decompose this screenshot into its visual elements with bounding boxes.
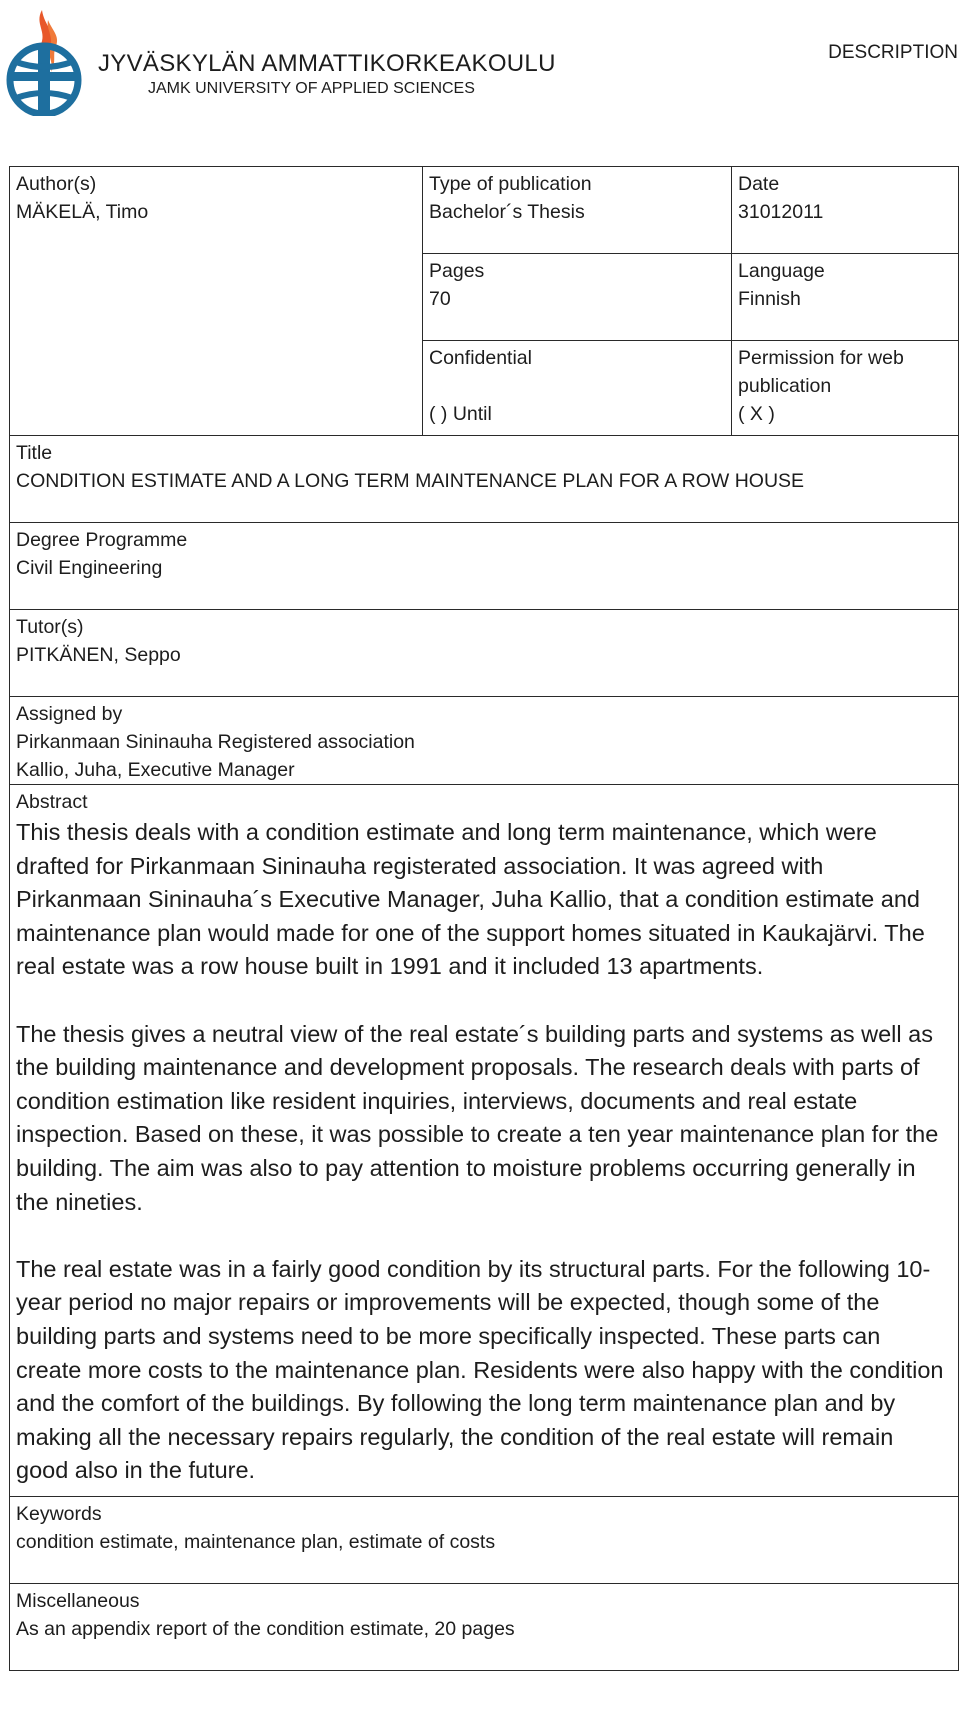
keywords-label: Keywords — [16, 1502, 102, 1525]
pages-value: 70 — [429, 288, 451, 310]
permission-value: ( X ) — [738, 403, 775, 425]
abstract-paragraph: This thesis deals with a condition estimate and long term maintenance, which were drafted for Pirkanmaan Sininauha registerated association. It was agreed with Pirkanmaan Sininauha´s Executive Manager, Juha Kallio, that a condition estimate and maintenance plan would made for one of the support homes situated in Kaukajärvi. The real estate was a row house built in 1991 and it included 13 apartments. — [16, 819, 925, 980]
permission-label: Permission for web publication — [738, 347, 904, 397]
degree-value: Civil Engineering — [16, 557, 163, 579]
language-cell — [732, 254, 959, 341]
title-cell — [10, 436, 959, 523]
date-cell — [732, 167, 959, 254]
abstract-body — [16, 816, 952, 1496]
abstract-cell — [10, 785, 959, 1497]
assigned-by-cell — [10, 697, 959, 785]
tutor-value: PITKÄNEN, Seppo — [16, 644, 181, 666]
description-form — [9, 166, 959, 1671]
publication-type-cell — [423, 167, 732, 254]
title-value: CONDITION ESTIMATE AND A LONG TERM MAINTENANCE PLAN FOR A ROW HOUSE — [16, 470, 805, 492]
miscellaneous-value: As an appendix report of the condition estimate, 20 pages — [16, 1617, 515, 1640]
tutor-cell — [10, 610, 959, 697]
org-subtitle: JAMK UNIVERSITY OF APPLIED SCIENCES — [148, 80, 475, 97]
language-label: Language — [738, 260, 825, 282]
tutor-label: Tutor(s) — [16, 616, 84, 638]
author-cell — [10, 167, 423, 436]
assigned-by-label: Assigned by — [16, 703, 123, 725]
degree-cell — [10, 523, 959, 610]
assigned-by-line1: Pirkanmaan Sininauha Registered association — [16, 731, 415, 753]
abstract-paragraph: The thesis gives a neutral view of the real estate´s building parts and systems as well as the building maintenance and development proposals. The research deals with parts of condition estimation like resident inquiries, interviews, documents and real estate inspection. Based on these, it was possible to create a ten year maintenance plan for the building. The aim was also to pay attention to moisture problems occurring generally in the nineties. — [16, 1020, 939, 1215]
keywords-cell — [10, 1496, 959, 1583]
jamk-logo-icon — [4, 6, 84, 116]
publication-type-label: Type of publication — [429, 173, 592, 195]
keywords-value: condition estimate, maintenance plan, estimate of costs — [16, 1530, 496, 1553]
date-value: 31012011 — [738, 201, 824, 223]
pages-cell — [423, 254, 732, 341]
date-label: Date — [738, 173, 780, 195]
confidential-label: Confidential — [429, 347, 532, 369]
title-label: Title — [16, 442, 53, 464]
author-label: Author(s) — [16, 173, 97, 195]
permission-cell — [732, 341, 959, 436]
miscellaneous-label: Miscellaneous — [16, 1589, 140, 1612]
abstract-label: Abstract — [16, 791, 88, 813]
confidential-cell — [423, 341, 732, 436]
document-type: DESCRIPTION — [828, 42, 958, 63]
org-name: JYVÄSKYLÄN AMMATTIKORKEAKOULU — [98, 50, 556, 77]
miscellaneous-cell — [10, 1583, 959, 1670]
publication-type-value: Bachelor´s Thesis — [429, 201, 585, 223]
language-value: Finnish — [738, 288, 801, 310]
page-header — [0, 0, 960, 160]
abstract-paragraph: The real estate was in a fairly good condition by its structural parts. For the following 10-year period no major repairs or improvements will be expected, though some of the building parts and systems need to be more specifically inspected. These parts can create more costs to the maintenance plan. Residents were also happy with the condition and the comfort of the buildings. By following the long term maintenance plan and by making all the necessary repairs regularly, the condition of the real estate will remain good also in the future. — [16, 1255, 944, 1484]
degree-label: Degree Programme — [16, 529, 188, 551]
confidential-value: ( ) Until — [429, 403, 492, 425]
pages-label: Pages — [429, 260, 485, 282]
author-value: MÄKELÄ, Timo — [16, 201, 149, 223]
assigned-by-line2: Kallio, Juha, Executive Manager — [16, 759, 295, 781]
